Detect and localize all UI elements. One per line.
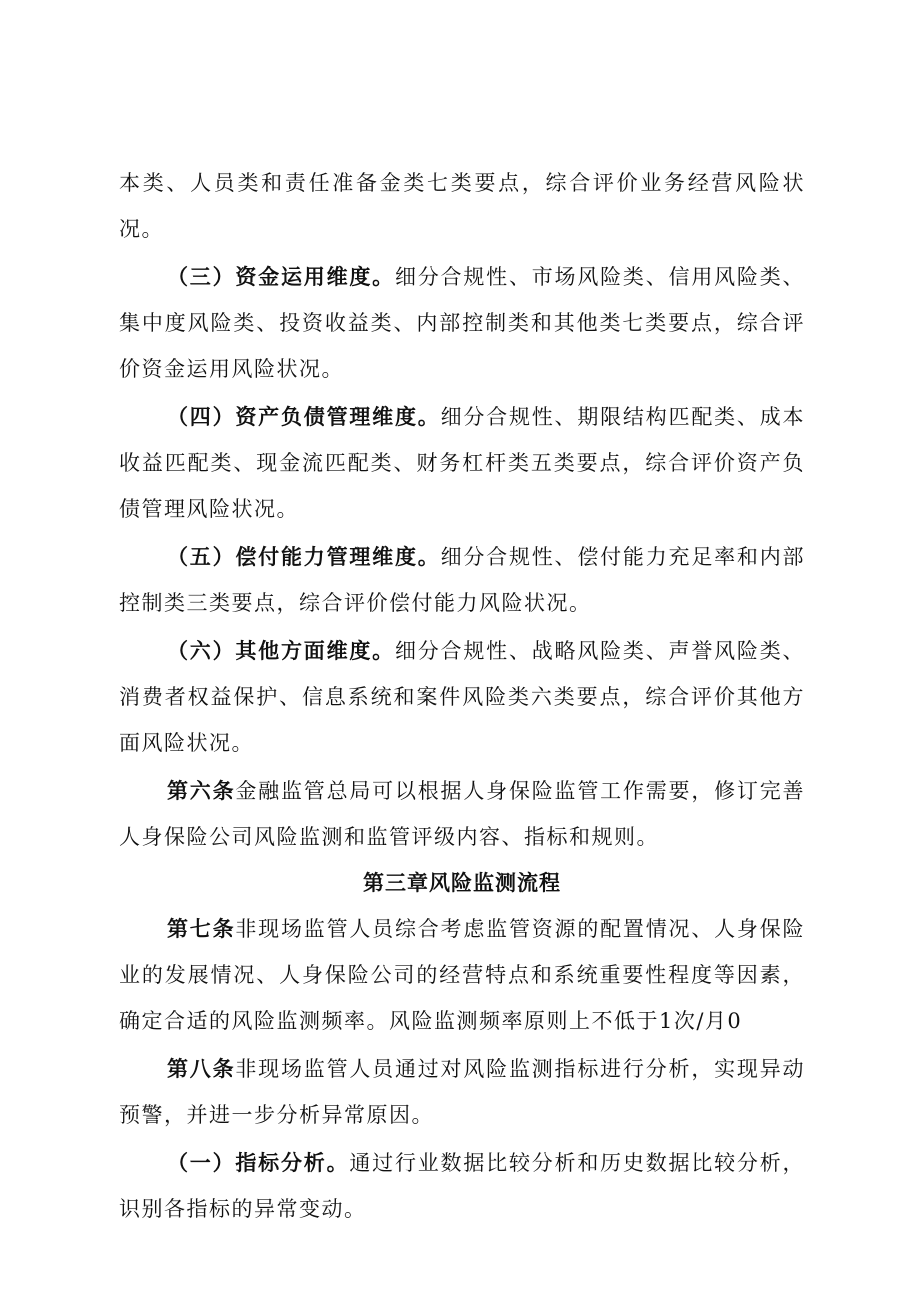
paragraph-indicator-analysis <box>119 1140 805 1232</box>
paragraph-text: 细分合规性、偿付能力充足率和内部控制类三类要点，综合评价偿付能力风险状况。 <box>119 545 806 615</box>
paragraph-asset-liability <box>119 394 805 532</box>
paragraph-business-risk-tail <box>119 160 805 252</box>
paragraph-heading: （六）其他方面维度。 <box>167 638 395 663</box>
paragraph-fund-utilization <box>119 254 805 392</box>
paragraph-text: 细分合规性、市场风险类、信用风险类、集中度风险类、投资收益类、内部控制类和其他类七类要点，综合评价资金运用风险状况。 <box>119 265 806 381</box>
article-label: 第七条 <box>167 916 236 941</box>
article-label: 第六条 <box>167 778 236 803</box>
paragraph-text: 细分合规性、期限结构匹配类、成本收益匹配类、现金流匹配类、财务杠杆类五类要点，综合评价资产负债管理风险状况。 <box>119 405 806 521</box>
paragraph-article-7 <box>119 906 805 1044</box>
paragraph-heading: （一）指标分析。 <box>167 1150 350 1175</box>
paragraph-solvency <box>119 534 805 626</box>
paragraph-heading: （四）资产负债管理维度。 <box>167 404 441 429</box>
article-label: 第八条 <box>167 1056 236 1081</box>
paragraph-heading: （五）偿付能力管理维度。 <box>167 544 441 569</box>
paragraph-article-6 <box>119 768 805 860</box>
paragraph-text: 细分合规性、战略风险类、声誉风险类、消费者权益保护、信息系统和案件风险类六类要点，综合评价其他方面风险状况。 <box>119 639 806 755</box>
paragraph-text: 本类、人员类和责任准备金类七类要点，综合评价业务经营风险状况。 <box>119 171 805 241</box>
document-body <box>119 160 805 1232</box>
paragraph-heading: （三）资金运用维度。 <box>167 264 395 289</box>
paragraph-text: 通过行业数据比较分析和历史数据比较分析，识别各指标的异常变动。 <box>119 1151 806 1221</box>
paragraph-other-aspects <box>119 628 805 766</box>
paragraph-text: 非现场监管人员综合考虑监管资源的配置情况、人身保险业的发展情况、人身保险公司的经营特点和系统重要性程度等因素，确定合适的风险监测频率。风险监测频率原则上不低于1次/月0 <box>119 917 805 1033</box>
paragraph-text: 非现场监管人员通过对风险监测指标进行分析，实现异动预警，并进一步分析异常原因。 <box>119 1057 805 1127</box>
paragraph-article-8 <box>119 1046 805 1138</box>
chapter-title: 第三章风险监测流程 <box>363 870 561 895</box>
paragraph-text: 金融监管总局可以根据人身保险监管工作需要，修订完善人身保险公司风险监测和监管评级内容、指标和规则。 <box>119 779 805 849</box>
